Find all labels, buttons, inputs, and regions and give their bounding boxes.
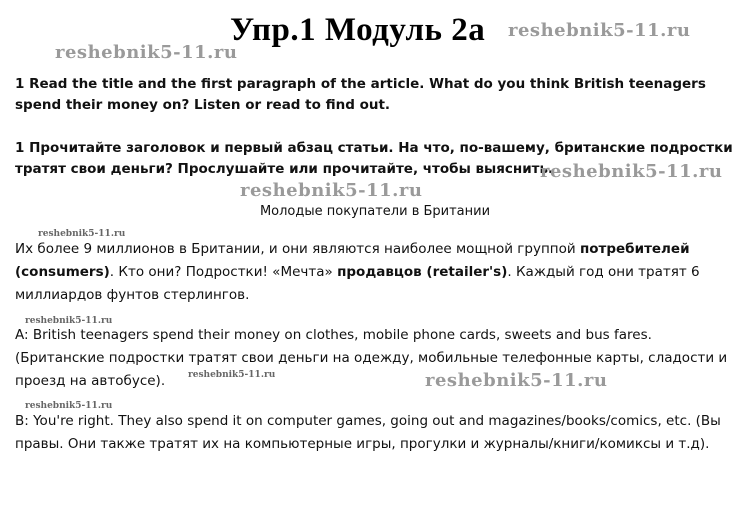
article-paragraph xyxy=(15,238,740,307)
watermark: reshebnik5-11.ru xyxy=(25,401,113,411)
watermark: reshebnik5-11.ru xyxy=(508,20,691,41)
watermark: reshebnik5-11.ru xyxy=(38,229,126,239)
paragraph-term-consumers: потребителей (consumers) xyxy=(15,241,690,280)
watermark: reshebnik5-11.ru xyxy=(425,370,608,391)
watermark: reshebnik5-11.ru xyxy=(25,316,113,326)
answer-b: B: You're right. They also spend it on computer games, going out and magazines/books/comics, etc. (Вы правы. Они также тратят их на компьютерные игры, прогулки и журналы/книги/комиксы и т.д). xyxy=(15,413,721,452)
watermark: reshebnik5-11.ru xyxy=(188,370,276,380)
page-title: Упр.1 Модуль 2а xyxy=(230,12,486,48)
paragraph-term-retailers: продавцов (retailer's) xyxy=(337,264,508,280)
article-title: Молодые покупатели в Британии xyxy=(259,204,491,219)
task-english: 1 Read the title and the first paragraph of the article. What do you think British teenagers spend their money on? Listen or read to find out. xyxy=(15,76,706,113)
watermark: reshebnik5-11.ru xyxy=(240,180,423,201)
watermark: reshebnik5-11.ru xyxy=(540,161,723,182)
watermark: reshebnik5-11.ru xyxy=(55,42,238,63)
paragraph-text: . Каждый год они тратят 6 миллиардов фунтов стерлингов. xyxy=(15,264,700,303)
paragraph-text: . Кто они? Подростки! «Мечта» xyxy=(109,264,338,280)
task-russian: 1 Прочитайте заголовок и первый абзац статьи. На что, по-вашему, британские подростки тратят свои деньги? Прослушайте или прочитайте, чтобы выяснить. xyxy=(15,140,733,177)
answer-a: A: British teenagers spend their money on clothes, mobile phone cards, sweets and bus fares. (Британские подростки тратят свои деньги на одежду, мобильные телефонные карты, сладости и проезд на автобусе). xyxy=(15,327,728,389)
paragraph-text: Их более 9 миллионов в Британии, и они являются наиболее мощной группой xyxy=(15,241,580,257)
